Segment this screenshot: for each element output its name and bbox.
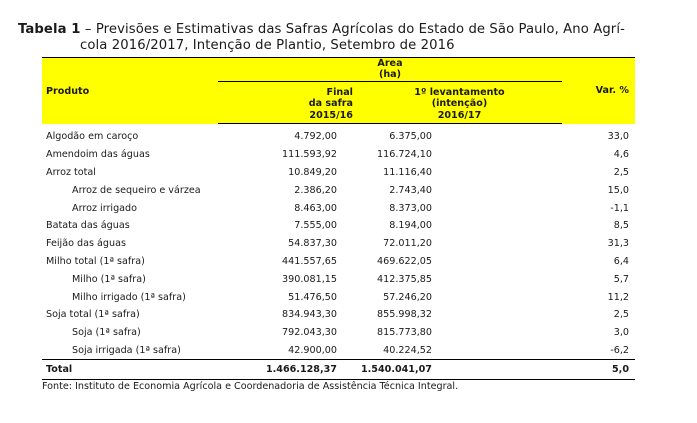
- caption-text-1: Previsões e Estimativas das Safras Agrícolas do Estado de São Paulo, Ano Agrí-: [95, 22, 625, 37]
- cell-levantamento: 40.224,52: [383, 344, 432, 356]
- header-final-line-1: Final: [326, 86, 353, 98]
- table-row: [42, 253, 635, 271]
- header-produto: Produto: [42, 58, 218, 124]
- cell-levantamento: 412.375,85: [377, 273, 432, 285]
- cell-levantamento: 1.540.041,07: [357, 360, 562, 380]
- cell-levantamento: 11.116,40: [383, 166, 432, 178]
- cell-final: 42.900,00: [288, 344, 337, 356]
- source-note: Fonte: Instituto de Economia Agrícola e Coordenadoria de Assistência Técnica Integral.: [42, 381, 459, 392]
- header-levantamento: [357, 82, 562, 124]
- header-final-line-3: 2015/16: [309, 109, 353, 121]
- cell-produto: Soja (1ª safra): [72, 327, 141, 339]
- cell-levantamento: 6.375,00: [389, 131, 432, 143]
- cell-levantamento: 2.743,40: [389, 184, 432, 196]
- cell-produto: Soja irrigada (1ª safra): [72, 344, 181, 356]
- table-row: [42, 288, 635, 306]
- header-row-1: [42, 58, 635, 82]
- caption-line-2: cola 2016/2017, Intenção de Plantio, Setembro de 2016: [80, 38, 455, 53]
- cell-produto: Milho irrigado (1ª safra): [72, 291, 186, 303]
- caption-line-1: [18, 22, 648, 38]
- cell-levantamento: 72.011,20: [383, 238, 432, 250]
- cell-produto: Milho total (1ª safra): [46, 255, 145, 267]
- header-area-title: Área: [377, 58, 403, 69]
- cell-produto: Soja total (1ª safra): [46, 309, 140, 321]
- table-row: [42, 146, 635, 164]
- cell-levantamento: 8.373,00: [389, 202, 432, 214]
- header-final: [218, 82, 357, 124]
- cell-var: 5,7: [613, 273, 629, 285]
- cell-final: 8.463,00: [294, 202, 337, 214]
- header-final-line-2: da safra: [308, 98, 353, 109]
- table-row: [42, 306, 635, 324]
- table-total: [42, 360, 635, 380]
- header-area-unit: (ha): [378, 69, 402, 80]
- cell-produto: Feijão das águas: [46, 238, 126, 250]
- cell-levantamento: 8.194,00: [389, 220, 432, 232]
- cell-var: 8,5: [613, 220, 629, 232]
- cell-levantamento: 815.773,80: [377, 327, 432, 339]
- cell-produto: Arroz total: [46, 166, 96, 178]
- cell-final: 51.476,50: [288, 291, 337, 303]
- cell-final: 834.943,30: [282, 309, 337, 321]
- cell-produto: Arroz irrigado: [72, 202, 138, 214]
- cell-final: 441.557,65: [282, 255, 337, 267]
- table-row: [42, 342, 635, 360]
- cell-var: 3,0: [613, 327, 629, 339]
- cell-levantamento: 855.998,32: [377, 309, 432, 321]
- cell-var: 5,0: [562, 360, 635, 380]
- cell-final: 1.466.128,37: [218, 360, 357, 380]
- cell-final: 10.849,20: [288, 166, 337, 178]
- cell-final: 792.043,30: [282, 327, 337, 339]
- header-area: [218, 58, 562, 82]
- cell-var: -1,1: [610, 202, 629, 214]
- cell-final: 390.081,15: [282, 273, 337, 285]
- cell-produto: Milho (1ª safra): [72, 273, 146, 285]
- table-header: [42, 58, 635, 124]
- table-row: [42, 217, 635, 235]
- cell-final: 2.386,20: [294, 184, 337, 196]
- table-body: [42, 124, 635, 360]
- crop-forecast-table: [42, 57, 635, 380]
- cell-var: 11,2: [607, 291, 629, 303]
- table-row: [42, 324, 635, 342]
- caption-dash: –: [80, 22, 96, 37]
- table-row: [42, 270, 635, 288]
- cell-var: 2,5: [613, 309, 629, 321]
- cell-var: 33,0: [607, 131, 629, 143]
- table-row-total: [42, 360, 635, 380]
- table-caption: [18, 22, 648, 54]
- cell-produto: Batata das águas: [46, 220, 130, 232]
- cell-final: 111.593,92: [282, 149, 337, 161]
- cell-var: -6,2: [610, 344, 629, 356]
- cell-levantamento: 116.724,10: [377, 149, 432, 161]
- cell-var: 2,5: [613, 166, 629, 178]
- header-lev-line-3: 2016/17: [437, 109, 482, 121]
- cell-produto: Algodão em caroço: [46, 131, 139, 143]
- table-row: [42, 181, 635, 199]
- header-lev-line-2: (intenção): [431, 98, 488, 109]
- table-row: [42, 124, 635, 146]
- table-row: [42, 164, 635, 182]
- cell-levantamento: 469.622,05: [377, 255, 432, 267]
- table-row: [42, 235, 635, 253]
- table-row: [42, 199, 635, 217]
- cell-final: 4.792,00: [294, 131, 337, 143]
- caption-label: Tabela 1: [18, 22, 81, 37]
- header-lev-line-1: 1º levantamento: [414, 86, 505, 98]
- cell-produto: Arroz de sequeiro e várzea: [72, 184, 201, 196]
- cell-var: 6,4: [613, 255, 629, 267]
- cell-produto: Amendoim das águas: [46, 149, 150, 161]
- header-var: Var. %: [562, 58, 635, 124]
- cell-final: 54.837,30: [288, 238, 337, 250]
- cell-levantamento: 57.246,20: [383, 291, 432, 303]
- cell-final: 7.555,00: [294, 220, 337, 232]
- cell-var: 4,6: [613, 149, 629, 161]
- cell-var: 15,0: [607, 184, 629, 196]
- cell-var: 31,3: [607, 238, 629, 250]
- cell-produto: Total: [42, 360, 218, 380]
